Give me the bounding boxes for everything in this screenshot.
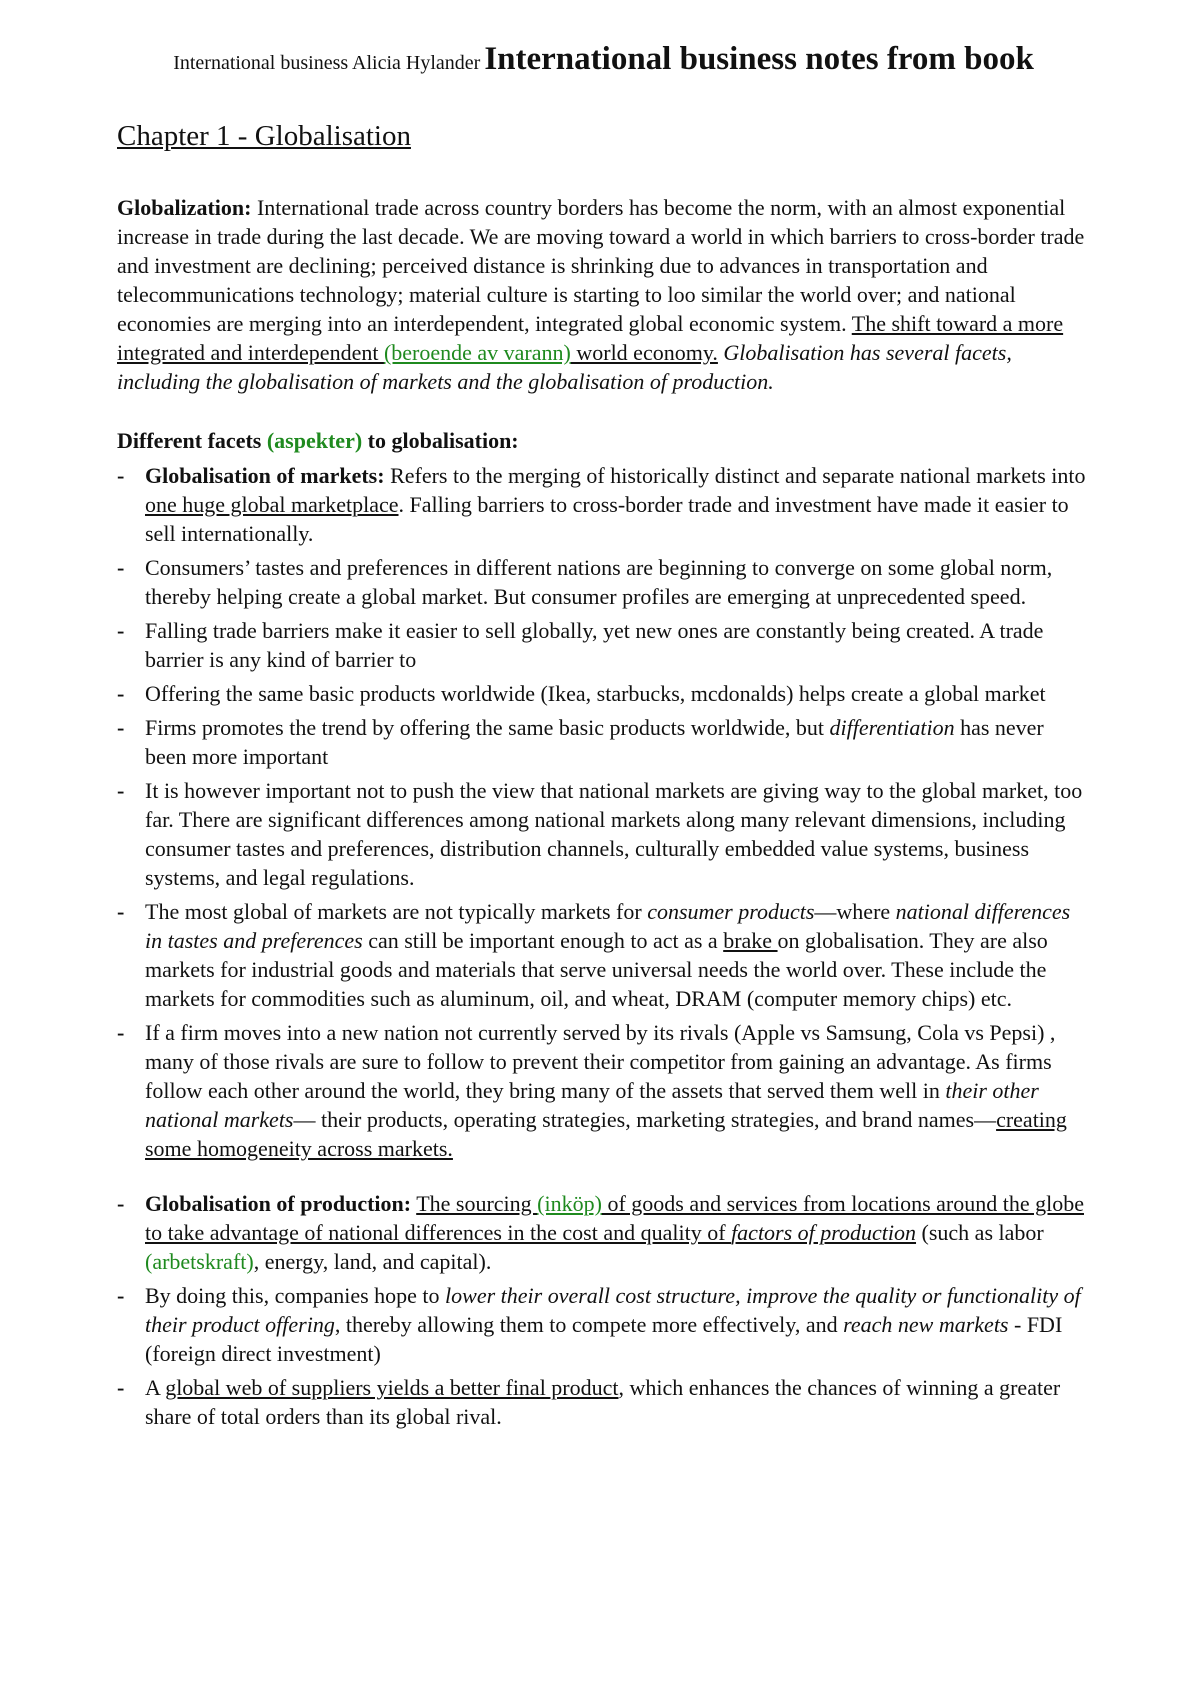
list-item bbox=[117, 713, 1090, 771]
facets-sentence: Globalisation has several facets, including the globalisation of markets and the globalisation of production. bbox=[117, 340, 1012, 394]
list-text-underlined: brake bbox=[723, 928, 778, 953]
document-header bbox=[117, 28, 1090, 96]
list-text-italic: reach new markets bbox=[843, 1312, 1009, 1337]
list-text: Firms promotes the trend by offering the same basic products worldwide, but bbox=[145, 715, 830, 740]
list-text-underlined: The sourcing bbox=[416, 1191, 538, 1216]
list-text: , which enhances the chances of winning a greater share of total orders than its global rival. bbox=[145, 1375, 1061, 1429]
facets-list bbox=[117, 461, 1090, 1431]
list-text: A bbox=[145, 1375, 166, 1400]
bullet-dash: - bbox=[117, 715, 125, 740]
list-text: By doing this, companies hope to bbox=[145, 1283, 446, 1308]
list-text: Consumers’ tastes and preferences in different nations are beginning to converge on some global norm, thereby helping create a global market. But consumer profiles are emerging at unprecedented speed. bbox=[145, 555, 1053, 609]
list-text: The most global of markets are not typically markets for bbox=[145, 899, 648, 924]
list-item bbox=[117, 1281, 1090, 1368]
markets-term: Globalisation of markets: bbox=[145, 463, 385, 488]
list-text: , thereby allowing them to compete more effectively, and bbox=[334, 1312, 844, 1337]
labor-gloss: (arbetskraft) bbox=[145, 1249, 254, 1274]
list-text-italic: lower their overall cost structure, improve the quality or functionality of their product offering bbox=[145, 1283, 1081, 1337]
list-text-italic: differentiation bbox=[829, 715, 955, 740]
list-text: Falling trade barriers make it easier to sell globally, yet new ones are constantly being created. A trade barrier is any kind of barrier to bbox=[145, 618, 1044, 672]
author-line: International business Alicia Hylander bbox=[173, 52, 481, 74]
list-text: - FDI (foreign direct investment) bbox=[145, 1312, 1063, 1366]
list-text: has never been more important bbox=[145, 715, 1044, 769]
list-text: (such as labor bbox=[916, 1220, 1044, 1245]
facets-heading-start: Different facets bbox=[117, 428, 267, 453]
list-text: If a firm moves into a new nation not currently served by its rivals (Apple vs Samsung, Cola vs Pepsi) , many of those rivals are sure to follow to prevent their competitor from gaining an advantage. As firms follow each other around the world, they bring many of the assets that served them well in bbox=[145, 1020, 1056, 1103]
list-item bbox=[117, 1018, 1090, 1163]
document-title: International business notes from book bbox=[484, 41, 1034, 77]
list-text-underlined: global web of suppliers yields a better final product bbox=[165, 1375, 619, 1400]
list-text: It is however important not to push the view that national markets are giving way to the global market, too far. There are significant differences among national markets along many relevant dimensions, including consumer tastes and preferences, distribution channels, culturally embedded value systems, business systems, and legal regulations. bbox=[145, 778, 1083, 890]
bullet-dash: - bbox=[117, 899, 125, 924]
list-text: . Falling barriers to cross-border trade and investment have made it easier to sell internationally. bbox=[145, 492, 1069, 546]
list-item bbox=[117, 679, 1090, 708]
chapter-heading: Chapter 1 - Globalisation bbox=[117, 120, 411, 152]
list-text: can still be important enough to act as a bbox=[362, 928, 724, 953]
list-text-italic: national differences in tastes and preferences bbox=[145, 899, 1071, 953]
list-text-underlined: one huge global marketplace bbox=[145, 492, 399, 517]
list-text-italic: their other national markets bbox=[145, 1078, 1039, 1132]
shift-end: world economy. bbox=[570, 340, 718, 365]
bullet-dash: - bbox=[117, 1283, 125, 1308]
list-item bbox=[117, 1373, 1090, 1431]
list-text: —where bbox=[814, 899, 896, 924]
list-text-underlined: of goods and services from locations around the globe to take advantage of national differences in the cost and quality of bbox=[145, 1191, 1084, 1245]
bullet-dash: - bbox=[117, 555, 125, 580]
list-text-underlined-italic: factors of production bbox=[731, 1220, 917, 1245]
facets-heading-gloss: (aspekter) bbox=[266, 428, 363, 453]
bullet-dash: - bbox=[117, 618, 125, 643]
list-item bbox=[117, 461, 1090, 548]
facets-heading-end: to globalisation: bbox=[362, 428, 519, 453]
list-item bbox=[117, 616, 1090, 674]
list-item bbox=[117, 897, 1090, 1013]
list-text-italic: consumer products bbox=[647, 899, 815, 924]
globalization-paragraph bbox=[117, 193, 1090, 396]
list-item bbox=[117, 1189, 1090, 1276]
list-text: , energy, land, and capital). bbox=[253, 1249, 492, 1274]
bullet-dash: - bbox=[117, 778, 125, 803]
bullet-dash: - bbox=[117, 463, 125, 488]
list-item bbox=[117, 776, 1090, 892]
list-text: Refers to the merging of historically distinct and separate national markets into bbox=[384, 463, 1086, 488]
bullet-dash: - bbox=[117, 1020, 125, 1045]
bullet-dash: - bbox=[117, 1191, 125, 1216]
list-text: on globalisation. They are also markets for industrial goods and materials that serve universal needs the world over. These include the markets for commodities such as aluminum, oil, and wheat, DRAM (computer memory chips) etc. bbox=[145, 928, 1048, 1011]
globalization-text: International trade across country borders has become the norm, with an almost exponential increase in trade during the last decade. We are moving toward a world in which barriers to cross-border trade and investment are declining; perceived distance is shrinking due to advances in transportation and telecommunications technology; material culture is starting to loo similar the world over; and national economies are merging into an interdependent, integrated global economic system. bbox=[117, 195, 1085, 336]
shift-gloss: (beroende av varann) bbox=[383, 340, 571, 365]
sourcing-gloss: (inköp) bbox=[537, 1191, 602, 1216]
list-text: Offering the same basic products worldwide (Ikea, starbucks, mcdonalds) helps create a global market bbox=[145, 681, 1046, 706]
list-text-underlined: creating some homogeneity across markets. bbox=[145, 1107, 1067, 1161]
bullet-dash: - bbox=[117, 681, 125, 706]
list-text: — their products, operating strategies, marketing strategies, and brand names— bbox=[293, 1107, 997, 1132]
globalization-term: Globalization: bbox=[117, 195, 252, 220]
bullet-dash: - bbox=[117, 1375, 125, 1400]
production-term: Globalisation of production: bbox=[145, 1191, 412, 1216]
shift-text: The shift toward a more integrated and interdependent bbox=[117, 311, 1064, 365]
facets-heading bbox=[117, 426, 1090, 455]
list-item bbox=[117, 553, 1090, 611]
